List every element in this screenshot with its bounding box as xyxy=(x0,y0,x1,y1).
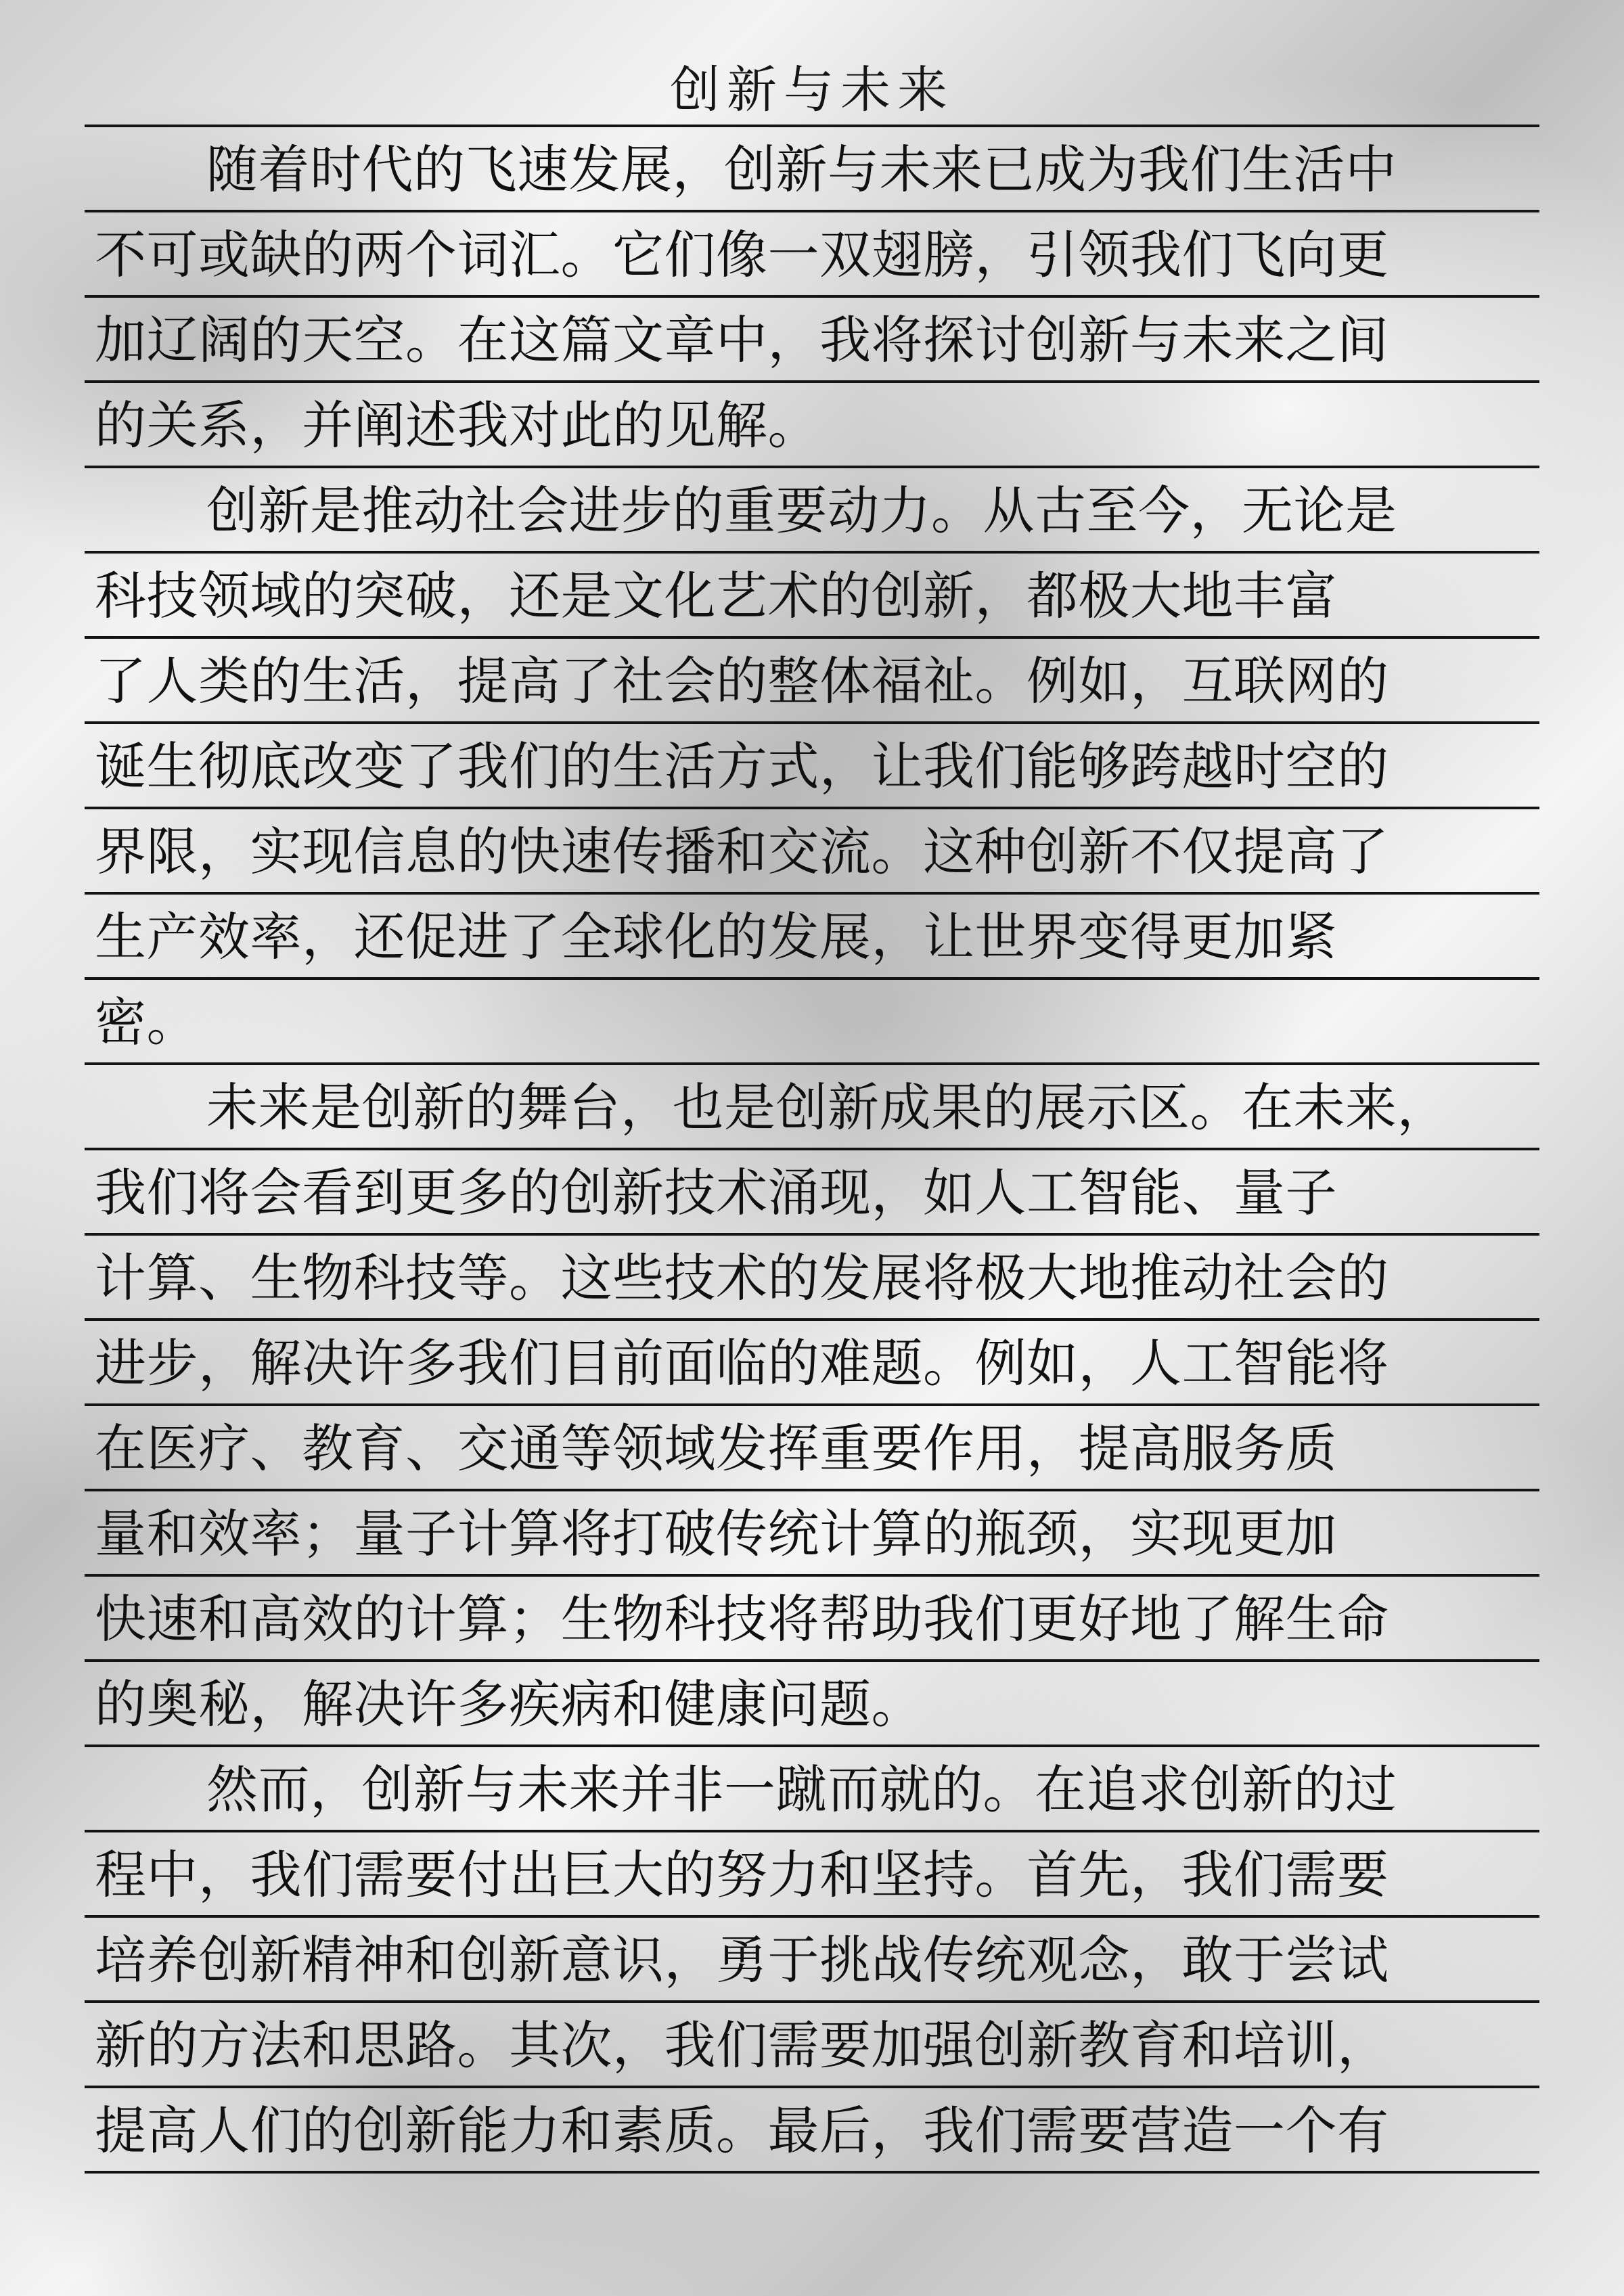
essay-line: 量和效率；量子计算将打破传统计算的瓶颈，实现更加 xyxy=(95,1504,1337,1564)
essay-line: 在医疗、教育、交通等领域发挥重要作用，提高服务质 xyxy=(95,1418,1337,1479)
essay-line: 生产效率，还促进了全球化的发展，让世界变得更加紧 xyxy=(95,907,1337,967)
essay-line: 的奥秘，解决许多疾病和健康问题。 xyxy=(95,1674,923,1734)
essay-line: 提高人们的创新能力和素质。最后，我们需要营造一个有 xyxy=(95,2100,1389,2161)
essay-line: 然而，创新与未来并非一蹴而就的。在追求创新的过 xyxy=(206,1759,1397,1820)
essay-line: 进步，解决许多我们目前面临的难题。例如，人工智能将 xyxy=(95,1333,1389,1393)
essay-line: 的关系，并阐述我对此的见解。 xyxy=(95,395,819,455)
essay-title: 创新与未来 xyxy=(670,61,954,119)
essay-line: 计算、生物科技等。这些技术的发展将极大地推动社会的 xyxy=(95,1248,1389,1308)
essay-line: 快速和高效的计算；生物科技将帮助我们更好地了解生命 xyxy=(95,1589,1389,1649)
essay-line: 未来是创新的舞台，也是创新成果的展示区。在未来， xyxy=(206,1077,1449,1138)
essay-line: 我们将会看到更多的创新技术涌现，如人工智能、量子 xyxy=(95,1163,1337,1223)
essay-line: 界限，实现信息的快速传播和交流。这种创新不仅提高了 xyxy=(95,821,1389,882)
essay-line: 创新是推动社会进步的重要动力。从古至今，无论是 xyxy=(206,480,1397,541)
essay-line: 加辽阔的天空。在这篇文章中，我将探讨创新与未来之间 xyxy=(95,310,1389,370)
essay-line: 科技领域的突破，还是文化艺术的创新，都极大地丰富 xyxy=(95,566,1337,626)
essay-line: 程中，我们需要付出巨大的努力和坚持。首先，我们需要 xyxy=(95,1845,1389,1905)
essay-line: 培养创新精神和创新意识，勇于挑战传统观念，敢于尝试 xyxy=(95,1930,1389,1990)
essay-line: 随着时代的飞速发展，创新与未来已成为我们生活中 xyxy=(206,139,1397,200)
essay-line: 不可或缺的两个词汇。它们像一双翅膀，引领我们飞向更 xyxy=(95,225,1389,285)
essay-line: 密。 xyxy=(95,992,198,1052)
essay-line: 了人类的生活，提高了社会的整体福祉。例如，互联网的 xyxy=(95,651,1389,711)
essay-line: 新的方法和思路。其次，我们需要加强创新教育和培训， xyxy=(95,2015,1389,2075)
essay-line: 诞生彻底改变了我们的生活方式，让我们能够跨越时空的 xyxy=(95,736,1389,796)
